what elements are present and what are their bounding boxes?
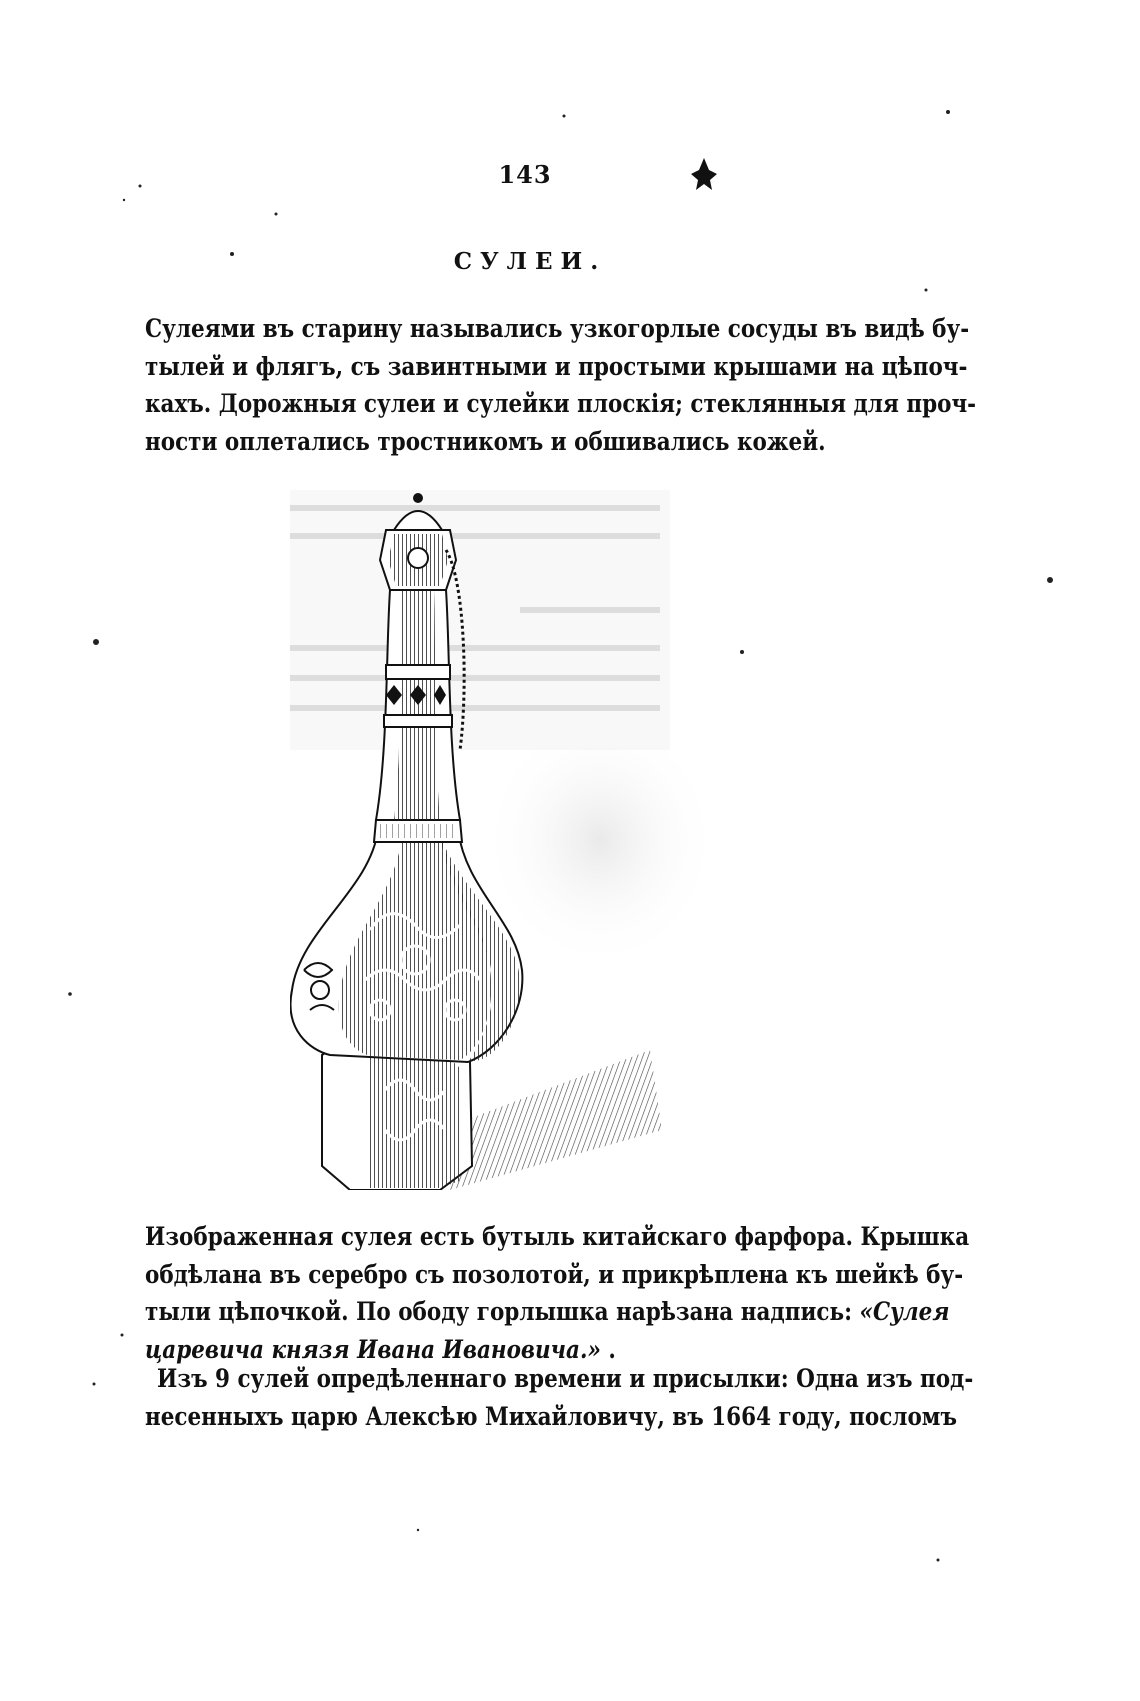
intro-line: ности оплетались тростникомъ и обшивались кожей. [145,426,826,456]
intro-line: Сулеями въ старину назывались узкогорлые сосуды въ видѣ бу- [145,314,970,343]
description-line: Изображенная сулея есть бутыль китайскаго фарфора. Крышка [145,1222,970,1251]
chapter-heading: СУЛЕИ. [453,248,607,275]
continuation-line: несенныхъ царю Алексѣю Михайловичу, въ 1664 году, посломъ [145,1401,957,1431]
page-number: 143 [498,160,552,189]
inscription-quote-end: царевича князя Ивана Ивановича.» [145,1334,601,1364]
intro-line: тылей и флягъ, съ завинтными и простыми крышами на цѣпоч- [145,351,968,381]
intro-line: кахъ. Дорожныя сулеи и сулейки плоскія; стеклянныя для проч- [145,389,977,418]
inscription-quote-start: «Сулея [859,1297,950,1326]
description-line-text: тыли цѣпочкой. По ободу горлышка нарѣзана надпись: [145,1297,853,1326]
continuation-line-text: Изъ 9 сулей опредѣленнаго времени и присылки: Одна изъ под- [157,1364,974,1393]
description-line-tail: . [608,1334,616,1364]
description-line: обдѣлана въ серебро съ позолотой, и прикрѣплена къ шейкѣ бу- [145,1259,964,1289]
